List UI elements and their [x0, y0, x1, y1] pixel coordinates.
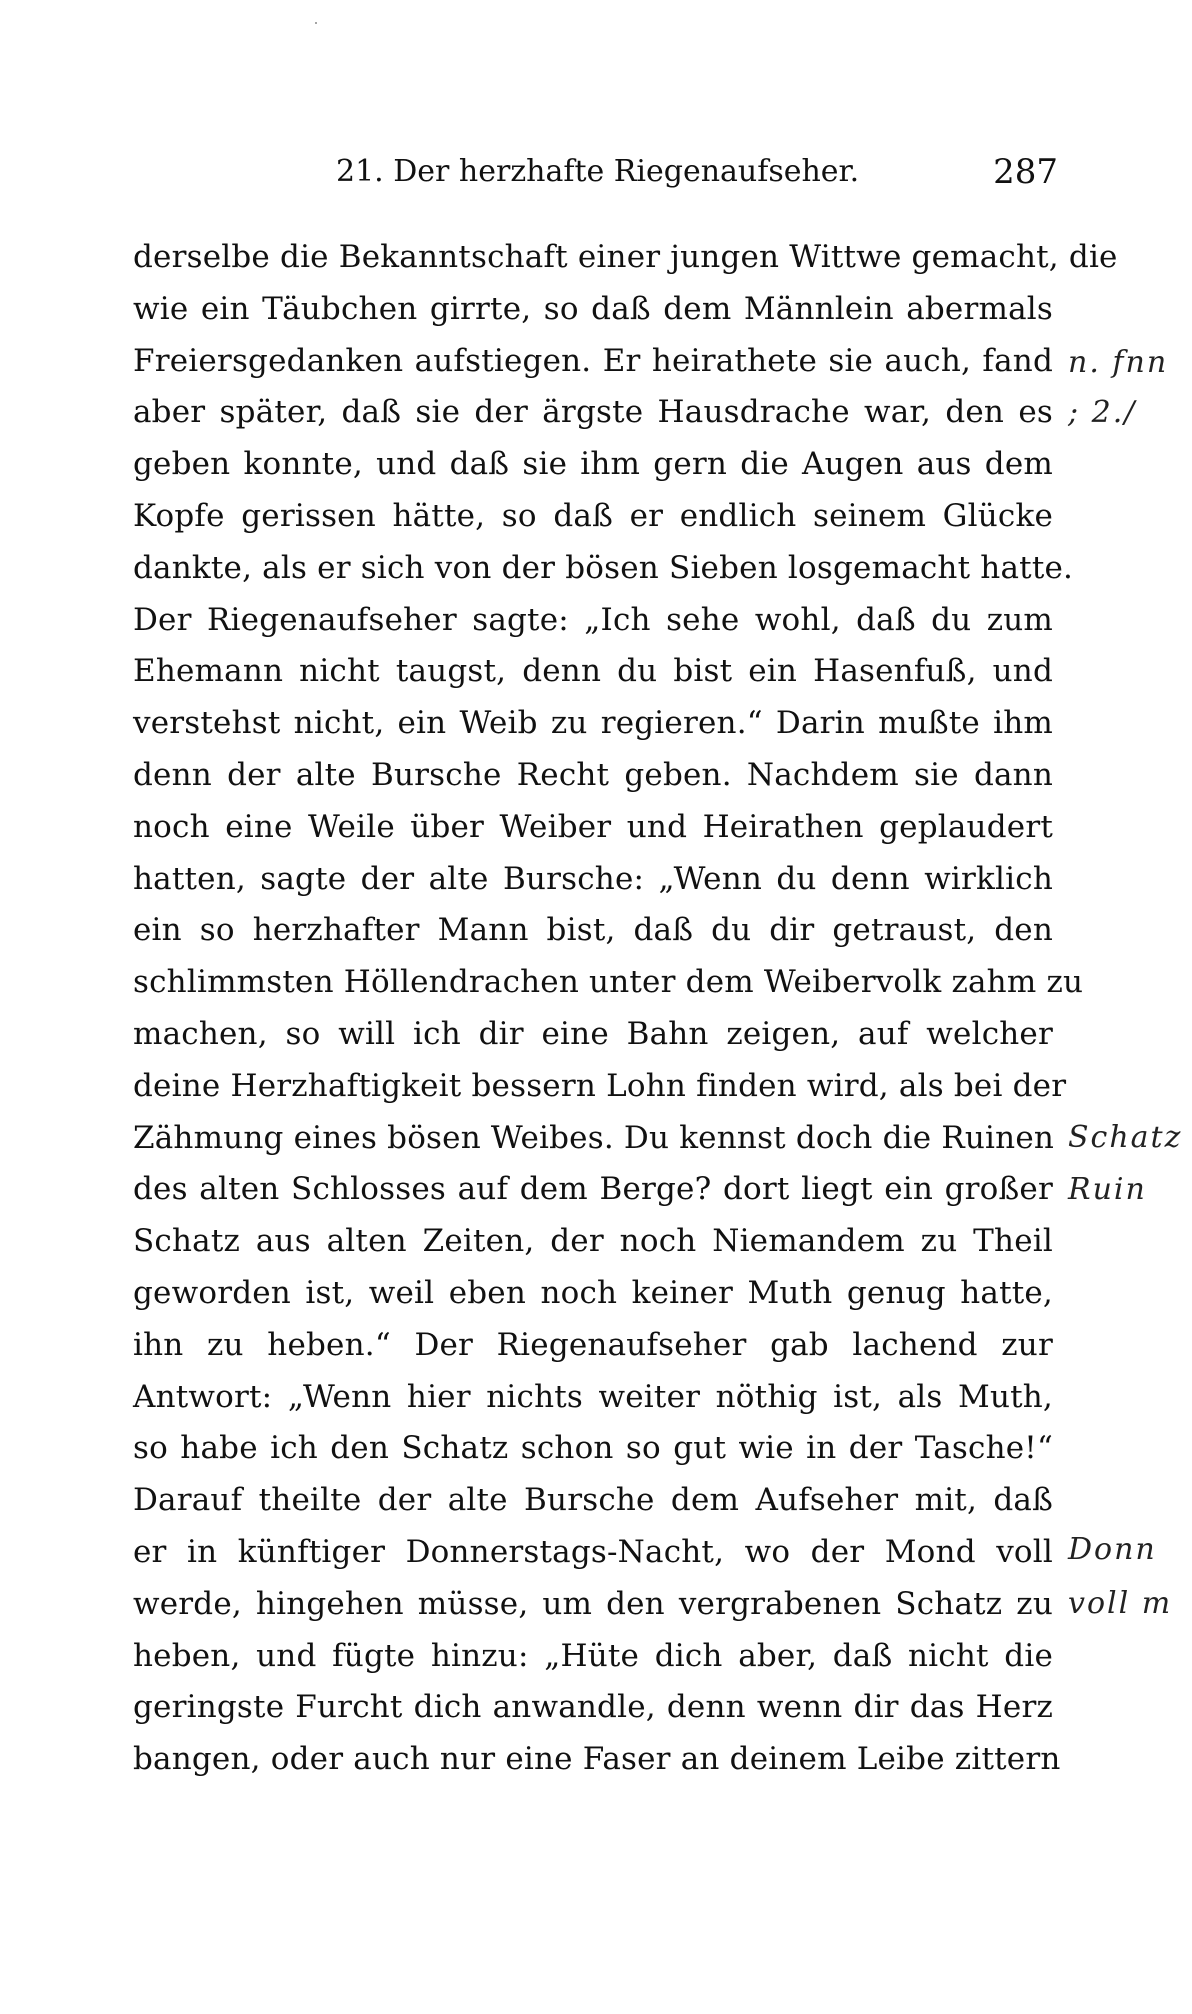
- margin-annotations: [1068, 0, 1192, 2014]
- text-line: Freiersgedanken aufstiegen. Er heirathete sie auch, fand: [133, 342, 1053, 379]
- text-line: Zähmung eines bösen Weibes. Du kennst doch die Ruinen: [133, 1119, 1055, 1156]
- text-line: ein so herzhafter Mann bist, daß du dir getraust, den: [133, 912, 1053, 949]
- margin-note: n. fnn: [1068, 345, 1169, 380]
- text-line: Kopfe gerissen hätte, so daß er endlich seinem Glücke: [133, 497, 1053, 534]
- text-line: geringste Furcht dich anwandle, denn wenn dir das Herz: [133, 1689, 1053, 1726]
- chapter-title: 21. Der herzhafte Riegenaufseher.: [336, 154, 860, 189]
- text-line: verstehst nicht, ein Weib zu regieren.“ Darin mußte ihm: [133, 705, 1053, 742]
- paper-speck: [315, 22, 317, 24]
- text-line: werde, hingehen müsse, um den vergrabenen Schatz zu: [133, 1585, 1053, 1622]
- text-line: heben, und fügte hinzu: „Hüte dich aber, daß nicht die: [133, 1637, 1053, 1674]
- text-line: hatten, sagte der alte Bursche: „Wenn du denn wirklich: [133, 860, 1053, 897]
- text-line: derselbe die Bekanntschaft einer jungen Wittwe gemacht, die: [133, 239, 1118, 275]
- text-line: Antwort: „Wenn hier nichts weiter nöthig ist, als Muth,: [133, 1378, 1053, 1415]
- text-line: des alten Schlosses auf dem Berge? dort liegt ein großer: [133, 1171, 1053, 1208]
- text-line: dankte, als er sich von der bösen Sieben losgemacht hatte.: [133, 549, 1074, 586]
- page-number: 287: [993, 152, 1058, 192]
- text-line: ihn zu heben.“ Der Riegenaufseher gab lachend zur: [133, 1326, 1053, 1363]
- text-line: deine Herzhaftigkeit bessern Lohn finden wird, als bei der: [133, 1067, 1067, 1104]
- text-line: machen, so will ich dir eine Bahn zeigen, auf welcher: [133, 1015, 1053, 1052]
- body-text: [133, 232, 1118, 1786]
- text-line: geben konnte, und daß sie ihm gern die Augen aus dem: [133, 446, 1053, 483]
- margin-note: ; 2./: [1068, 395, 1137, 430]
- text-line: noch eine Weile über Weiber und Heirathen geplaudert: [133, 808, 1053, 845]
- text-line: so habe ich den Schatz schon so gut wie in der Tasche!“: [133, 1430, 1053, 1467]
- margin-note: Schatz: [1068, 1120, 1183, 1155]
- text-line: schlimmsten Höllendrachen unter dem Weibervolk zahm zu: [133, 964, 1084, 1001]
- text-line: Schatz aus alten Zeiten, der noch Niemandem zu Theil: [133, 1223, 1053, 1260]
- text-line: aber später, daß sie der ärgste Hausdrache war, den es: [133, 394, 1053, 431]
- text-line: geworden ist, weil eben noch keiner Muth genug hatte,: [133, 1274, 1053, 1311]
- margin-note: Donn: [1068, 1532, 1157, 1567]
- running-header: [128, 148, 1058, 196]
- text-line: denn der alte Bursche Recht geben. Nachdem sie dann: [133, 756, 1053, 793]
- margin-note: voll m: [1068, 1586, 1173, 1621]
- text-line: Der Riegenaufseher sagte: „Ich sehe wohl, daß du zum: [133, 601, 1053, 638]
- text-line: Ehemann nicht taugst, denn du bist ein Hasenfuß, und: [133, 653, 1053, 690]
- text-line: Darauf theilte der alte Bursche dem Aufseher mit, daß: [133, 1482, 1053, 1519]
- text-line: er in künftiger Donnerstags-Nacht, wo der Mond voll: [133, 1533, 1053, 1570]
- text-line: wie ein Täubchen girrte, so daß dem Männlein abermals: [133, 290, 1053, 327]
- text-line: bangen, oder auch nur eine Faser an deinem Leibe zittern: [133, 1741, 1061, 1778]
- margin-note: Ruin: [1068, 1172, 1147, 1207]
